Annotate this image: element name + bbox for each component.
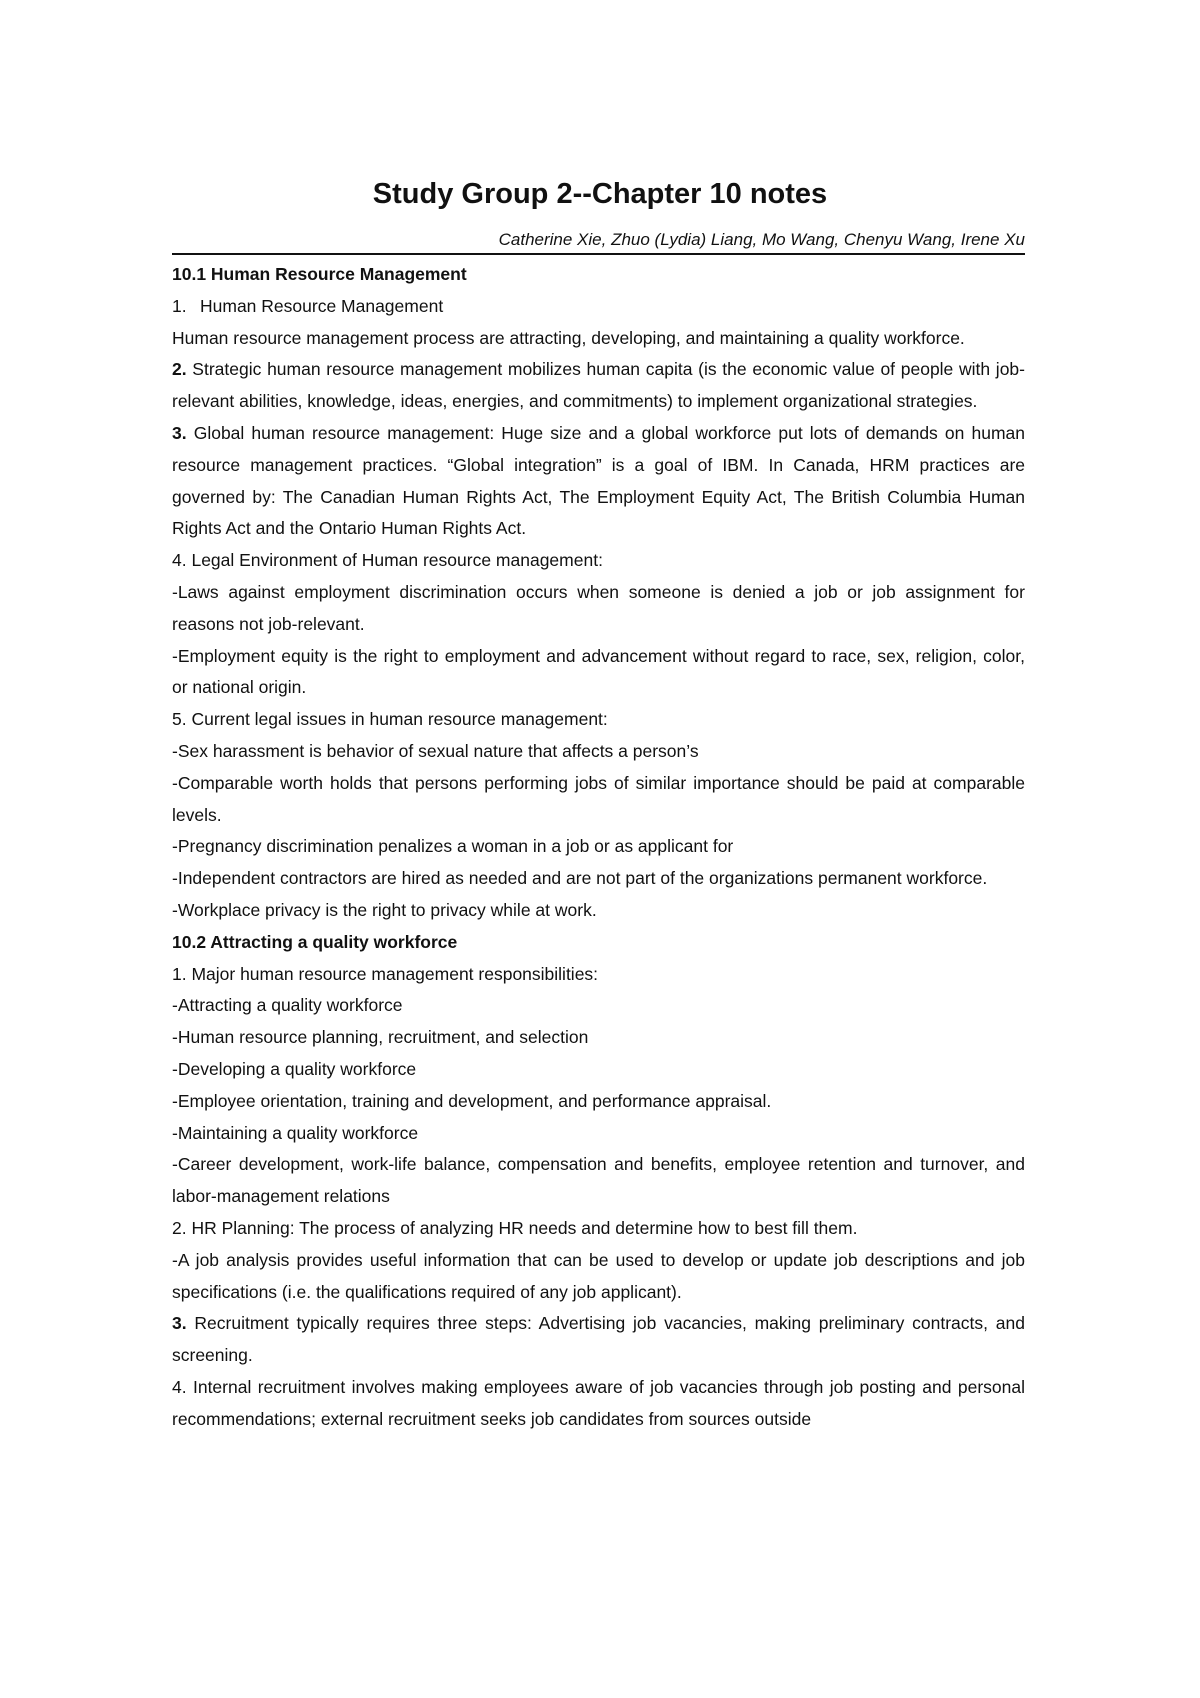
paragraph: -Career development, work-life balance, compensation and benefits, employee retention and turnover, and labor-management relations bbox=[172, 1154, 1025, 1207]
section-heading-10-1: 10.1 Human Resource Management bbox=[172, 264, 467, 284]
paragraph: 1. Major human resource management responsibilities: bbox=[172, 963, 599, 984]
paragraph: -Maintaining a quality workforce bbox=[172, 1122, 419, 1143]
paragraph-text: Strategic human resource management mobilizes human capita (is the economic value of people with job-relevant abilities, knowledge, ideas, energies, and commitments) to implement organizational strategies. bbox=[172, 359, 1025, 412]
paragraph: -Independent contractors are hired as needed and are not part of the organizations permanent workforce. bbox=[172, 868, 988, 889]
document-body bbox=[172, 259, 1025, 1435]
paragraph: Human resource management process are attracting, developing, and maintaining a quality workforce. bbox=[172, 327, 965, 348]
paragraph: -Comparable worth holds that persons performing jobs of similar importance should be paid at comparable levels. bbox=[172, 772, 1025, 825]
paragraph: -Attracting a quality workforce bbox=[172, 995, 403, 1016]
paragraph: -Employee orientation, training and development, and performance appraisal. bbox=[172, 1090, 772, 1111]
paragraph bbox=[172, 354, 1025, 418]
paragraph: 5. Current legal issues in human resource management: bbox=[172, 709, 608, 730]
item-title: Human Resource Management bbox=[200, 295, 444, 316]
paragraph-text: Global human resource management: Huge size and a global workforce put lots of demands on human resource management practices. “Global integration” is a goal of IBM. In Canada, HRM practices are governed by: The Canadian Human Rights Act, The Employment Equity Act, The British Columbia Human Rights Act and the Ontario Human Rights Act. bbox=[172, 422, 1025, 539]
paragraph: 4. Internal recruitment involves making employees aware of job vacancies through job posting and personal recommendations; external recruitment seeks job candidates from sources outside bbox=[172, 1376, 1025, 1429]
paragraph: -Workplace privacy is the right to privacy while at work. bbox=[172, 899, 597, 920]
title-divider bbox=[172, 253, 1025, 255]
paragraph bbox=[172, 1308, 1025, 1372]
paragraph-number: 2. bbox=[172, 359, 187, 380]
author-line: Catherine Xie, Zhuo (Lydia) Liang, Mo Wang, Chenyu Wang, Irene Xu bbox=[498, 230, 1025, 249]
paragraph bbox=[172, 418, 1025, 545]
paragraph: -A job analysis provides useful information that can be used to develop or update job descriptions and job specifications (i.e. the qualifications required of any job applicant). bbox=[172, 1249, 1025, 1302]
item-number: 1. bbox=[172, 295, 187, 316]
paragraph-number: 3. bbox=[172, 422, 187, 443]
paragraph: 4. Legal Environment of Human resource management: bbox=[172, 550, 603, 571]
paragraph: -Pregnancy discrimination penalizes a woman in a job or as applicant for bbox=[172, 836, 734, 857]
paragraph: -Human resource planning, recruitment, and selection bbox=[172, 1027, 589, 1048]
paragraph: -Employment equity is the right to employment and advancement without regard to race, sex, religion, color, or national origin. bbox=[172, 645, 1025, 698]
paragraph: 2. HR Planning: The process of analyzing HR needs and determine how to best fill them. bbox=[172, 1217, 858, 1238]
paragraph-number: 3. bbox=[172, 1313, 187, 1334]
paragraph-text: Recruitment typically requires three steps: Advertising job vacancies, making preliminary contracts, and screening. bbox=[172, 1313, 1025, 1366]
section-heading-10-2: 10.2 Attracting a quality workforce bbox=[172, 931, 458, 952]
paragraph: -Laws against employment discrimination occurs when someone is denied a job or job assignment for reasons not job-relevant. bbox=[172, 581, 1025, 634]
paragraph: -Developing a quality workforce bbox=[172, 1058, 417, 1079]
paragraph: -Sex harassment is behavior of sexual nature that affects a person’s bbox=[172, 740, 699, 761]
page-title: Study Group 2--Chapter 10 notes bbox=[372, 178, 828, 210]
numbered-item bbox=[172, 291, 1025, 323]
